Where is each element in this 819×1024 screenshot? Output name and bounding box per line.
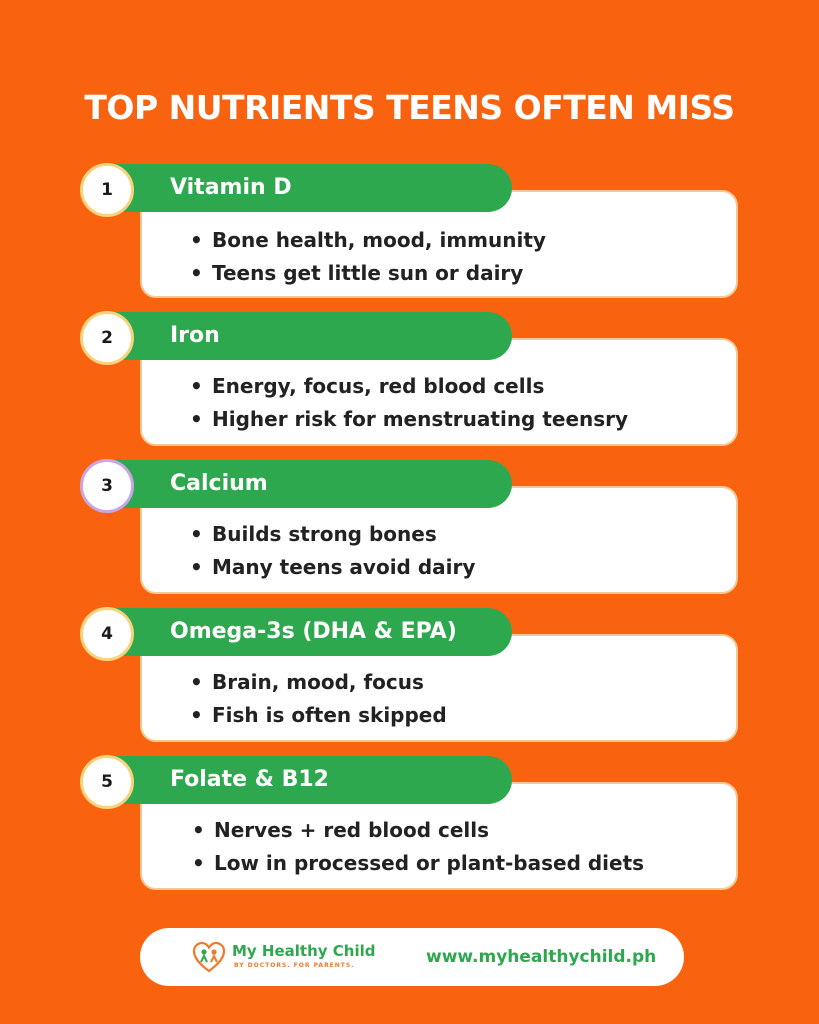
number-badge: 5	[80, 755, 134, 809]
bullet-icon: •	[190, 703, 203, 727]
bullet-icon: •	[190, 261, 203, 285]
bullet-icon: •	[190, 555, 203, 579]
nutrient-name: Omega-3s (DHA & EPA)	[170, 619, 457, 644]
website-link[interactable]: www.myhealthychild.ph	[426, 947, 657, 967]
list-item	[192, 847, 644, 880]
bullet-icon: •	[192, 851, 205, 875]
brand-name: My Healthy Child	[232, 942, 376, 960]
point-text: Brain, mood, focus	[212, 670, 424, 694]
bullet-icon: •	[190, 374, 203, 398]
point-text: Energy, focus, red blood cells	[212, 374, 545, 398]
footer-bar	[140, 928, 684, 986]
card-banner	[102, 460, 512, 508]
card-banner	[102, 312, 512, 360]
nutrient-card-5	[80, 756, 740, 890]
bullet-icon: •	[190, 670, 203, 694]
nutrient-name: Folate & B12	[170, 767, 329, 792]
point-text: Bone health, mood, immunity	[212, 228, 546, 252]
point-text: Fish is often skipped	[212, 703, 447, 727]
nutrient-name: Vitamin D	[170, 175, 292, 200]
nutrient-name: Iron	[170, 323, 220, 348]
nutrient-card-4	[80, 608, 740, 742]
number-badge: 1	[80, 163, 134, 217]
list-item	[190, 224, 546, 257]
point-text: Builds strong bones	[212, 522, 437, 546]
bullet-icon: •	[190, 522, 203, 546]
card-banner	[102, 164, 512, 212]
nutrient-points	[190, 370, 628, 436]
list-item	[190, 666, 447, 699]
nutrient-points	[190, 224, 546, 290]
point-text: Teens get little sun or dairy	[212, 261, 524, 285]
list-item	[190, 518, 475, 551]
nutrient-card-3	[80, 460, 740, 594]
bullet-icon: •	[190, 407, 203, 431]
number-badge: 3	[80, 459, 134, 513]
number-badge: 4	[80, 607, 134, 661]
list-item	[190, 403, 628, 436]
list-item	[192, 814, 644, 847]
list-item	[190, 257, 546, 290]
nutrient-card-1	[80, 164, 740, 298]
nutrient-points	[190, 518, 475, 584]
point-text: Many teens avoid dairy	[212, 555, 476, 579]
list-item	[190, 370, 628, 403]
heart-family-icon	[192, 940, 226, 974]
list-item	[190, 699, 447, 732]
nutrient-points	[190, 666, 447, 732]
list-item	[190, 551, 475, 584]
number-badge: 2	[80, 311, 134, 365]
nutrient-card-2	[80, 312, 740, 446]
nutrient-name: Calcium	[170, 471, 268, 496]
brand-tagline: BY DOCTORS. FOR PARENTS.	[234, 962, 355, 969]
point-text: Low in processed or plant-based diets	[214, 851, 645, 875]
bullet-icon: •	[192, 818, 205, 842]
page-title: TOP NUTRIENTS TEENS OFTEN MISS	[84, 88, 735, 127]
point-text: Nerves + red blood cells	[214, 818, 490, 842]
point-text: Higher risk for menstruating teensry	[212, 407, 629, 431]
bullet-icon: •	[190, 228, 203, 252]
nutrient-points	[192, 814, 644, 880]
